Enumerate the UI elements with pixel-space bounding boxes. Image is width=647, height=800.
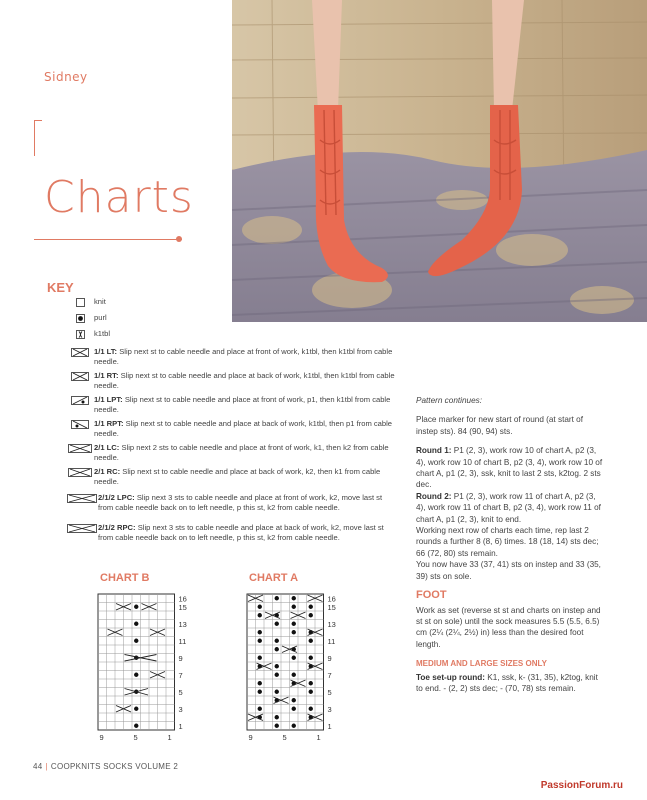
key-item-lt [66,347,398,367]
publication-name: COOPKNITS [50,762,101,771]
row-label: 7 [178,671,183,680]
chart-b-grid [94,592,198,742]
purl-mark [134,707,138,711]
key-text: Slip next st to cable needle and place at back of work, k1tbl, then p1 from cable needle. [94,419,393,438]
purl-mark [275,690,279,694]
key-item-lpc [66,493,398,513]
purl-mark [309,613,313,617]
knit-icon [66,297,94,307]
key-text: Slip next 2 sts to cable needle and place at front of work, k1, then k2 from cable needle. [94,443,389,462]
rc-icon [66,467,94,477]
purl-mark [258,613,262,617]
key-heading: KEY [47,280,74,295]
column-label: 9 [99,733,104,742]
row-label: 11 [178,637,187,646]
purl-mark [134,673,138,677]
lt-icon [66,347,94,357]
column-label: 1 [167,733,172,742]
purl-mark [275,664,279,668]
rt-icon [66,371,94,381]
key-text: Slip next 3 sts to cable needle and place at front of work, k2, move last st from cable needle back on to left needle, p this st, k2 from cable needle. [98,493,383,512]
row-label: 9 [327,654,332,663]
key-text: Slip next st to cable needle and place at back of work, k1tbl, then k1tbl from cable needle. [94,371,395,390]
frame-bottom-line [34,239,182,240]
frame-dot [176,236,182,242]
key-item-lpt [66,395,398,415]
page-number: 44 [33,762,43,771]
purl-mark [309,656,313,660]
key-text: Slip next 3 sts to cable needle and place at back of work, k2, move last st from cable needle back on to left needle, p this st, k2 from cable needle. [98,523,384,542]
purl-mark [275,596,279,600]
purl-mark [292,673,296,677]
purl-mark [292,630,296,634]
rpc-icon [66,523,98,533]
pattern-name: Sidney [44,70,88,84]
key-label: 2/1/2 RPC: [98,523,136,532]
key-text: Slip next st to cable needle and place at front of work, p1, then k1tbl from cable needle. [94,395,391,414]
pattern-paragraph: Place marker for new start of round (at start of instep sts). 84 (90, 94) sts. [416,415,584,436]
row-label: 3 [178,705,183,714]
page-title: Charts [44,172,194,223]
key-item-knit [66,297,398,307]
round-1 [416,445,606,491]
row-label: 13 [178,620,187,629]
key-item-rpt [66,419,398,439]
purl-mark [292,596,296,600]
pattern-paragraph: Working next row of charts each time, rep last 2 rounds a further 8 (8, 6) times. 18 (18, 14) sts dec; 66 (72, 80) sts remain. [416,526,599,558]
chart-b-title: CHART B [100,572,150,584]
purl-mark [275,622,279,626]
purl-icon [66,313,94,323]
purl-mark [292,656,296,660]
purl-mark [309,690,313,694]
pattern-text [416,395,606,702]
key-text: k1tbl [94,329,111,338]
row-label: 9 [178,654,183,663]
lpc-icon [66,493,98,503]
page-footer [33,762,178,771]
round-text: P1 (2, 3), work row 11 of chart A, p2 (3, 4), work row 11 of chart B, p2 (3, 4), work row 11 of chart A, p1 (2, 3), knit to end. [416,491,601,524]
purl-mark [292,698,296,702]
round-label: Round 1: [416,446,452,456]
sizes-heading: MEDIUM AND LARGE SIZES ONLY [416,659,547,669]
purl-mark [258,605,262,609]
foot-heading: FOOT [416,589,447,602]
toe-setup [416,672,606,695]
purl-mark [258,656,262,660]
purl-mark [309,605,313,609]
column-label: 1 [316,733,321,742]
row-label: 15 [327,603,336,612]
foot-text: Work as set (reverse st st and charts on instep and st st on sole) until the sock measures 5.5 (5.5, 6.5) cm (2¼ (2¼, 2½) in) less than the desired foot length. [416,605,601,649]
key-text: Slip next st to cable needle and place at back of work, k2, then k1 from cable needle. [94,467,381,486]
k1tbl-icon [66,329,94,339]
key-item-purl [66,313,398,323]
row-label: 7 [327,671,332,680]
purl-mark [258,639,262,643]
chart-a-grid [243,592,347,742]
pattern-paragraph: You now have 33 (37, 41) sts on instep and 33 (35, 39) sts on sole. [416,560,601,581]
key-list [66,297,398,543]
row-label: 5 [178,688,183,697]
purl-mark [292,724,296,728]
key-text: Slip next st to cable needle and place at front of work, k1tbl, then k1tbl from cable needle. [94,347,393,366]
key-item-rpc [66,523,398,543]
purl-mark [275,673,279,677]
key-item-rt [66,371,398,391]
purl-mark [258,681,262,685]
watermark: PassionForum.ru [540,780,623,791]
row-label: 16 [327,594,336,604]
volume-name: SOCKS VOLUME 2 [103,762,179,771]
purl-mark [134,724,138,728]
sock-photo [232,0,647,322]
row-label: 13 [327,620,336,629]
purl-mark [134,622,138,626]
row-label: 11 [327,637,336,646]
purl-mark [309,681,313,685]
key-text: knit [94,297,106,306]
chart-a-title: CHART A [249,572,299,584]
purl-mark [258,707,262,711]
toe-label: Toe set-up round: [416,672,485,682]
column-label: 5 [133,733,138,742]
purl-mark [275,639,279,643]
purl-mark [258,690,262,694]
lc-icon [66,443,94,453]
key-label: 2/1 RC: [94,467,121,476]
key-label: 1/1 RT: [94,371,119,380]
purl-mark [134,639,138,643]
frame-top-tick [34,120,42,121]
row-label: 5 [327,688,332,697]
row-label: 3 [327,705,332,714]
footer-separator: | [45,762,48,771]
key-label: 2/1 LC: [94,443,120,452]
key-item-lc [66,443,398,463]
purl-mark [292,707,296,711]
purl-mark [309,707,313,711]
key-label: 1/1 LT: [94,347,118,356]
row-label: 16 [178,594,187,604]
key-item-k1tbl [66,329,398,339]
key-item-rc [66,467,398,487]
purl-mark [275,715,279,719]
column-label: 5 [282,733,287,742]
row-label: 1 [327,722,332,731]
key-text: purl [94,313,107,322]
round-label: Round 2: [416,491,452,501]
key-label: 1/1 RPT: [94,419,124,428]
column-label: 9 [248,733,253,742]
frame-left-line [34,120,35,156]
round-2 [416,491,606,525]
key-label: 2/1/2 LPC: [98,493,135,502]
purl-mark [258,630,262,634]
purl-mark [275,647,279,651]
toe-text: K1, ssk, k- (31, 35), k2tog, knit to end. - (2, 2) sts dec; - (70, 78) sts remain. [416,672,598,693]
pattern-continues: Pattern continues: [416,396,482,405]
rpt-icon [66,419,94,429]
purl-mark [134,605,138,609]
purl-mark [292,605,296,609]
purl-mark [275,724,279,728]
key-label: 1/1 LPT: [94,395,123,404]
purl-mark [309,639,313,643]
row-label: 1 [178,722,183,731]
purl-mark [292,622,296,626]
row-label: 15 [178,603,187,612]
lpt-icon [66,395,94,405]
round-text: P1 (2, 3), work row 10 of chart A, p2 (3, 4), work row 10 of chart B, p2 (3, 4), work row 10 of chart A, p1 (2, 3), ssk, knit to last 2 sts, k2tog. 2 sts dec. [416,446,603,490]
